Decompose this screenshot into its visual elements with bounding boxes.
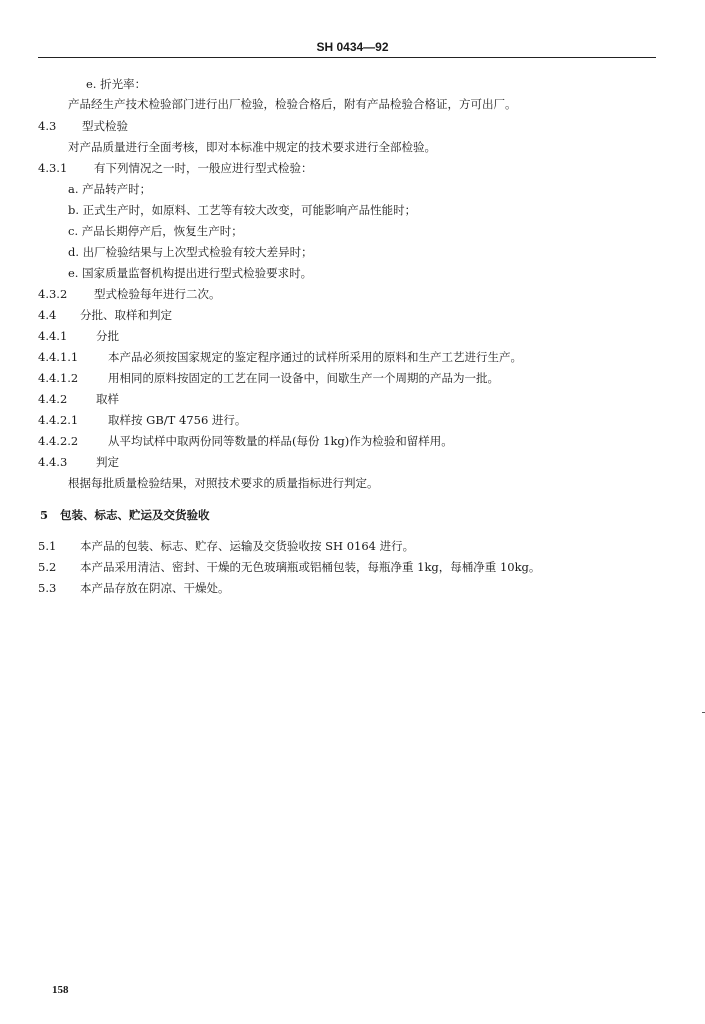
section-4-4-1-text: 分批	[96, 329, 119, 343]
list-item-c: c. 产品长期停产后，恢复生产时；	[68, 224, 243, 238]
line-factory-inspection: 产品经生产技术检验部门进行出厂检验，检验合格后，附有产品检验合格证，方可出厂。	[68, 97, 517, 111]
list-item-b: b. 正式生产时，如原料、工艺等有较大改变，可能影响产品性能时；	[68, 203, 417, 217]
section-4-4-3-text: 判定	[96, 455, 119, 469]
section-4-4-1-2-text: 用相同的原料按固定的工艺在同一设备中，间歇生产一个周期的产品为一批。	[108, 371, 499, 385]
section-4-3-1-text: 有下列情况之一时，一般应进行型式检验：	[94, 161, 313, 175]
section-4-4-2-2-number: 4.4.2.2	[38, 434, 79, 448]
section-5-3-number: 5.3	[38, 581, 57, 595]
section-4-4-3-body: 根据每批质量检验结果，对照技术要求的质量指标进行判定。	[68, 476, 379, 490]
document-code-header: SH 0434—92	[316, 40, 389, 54]
section-5-number: 5	[40, 508, 49, 522]
section-4-4-3-number: 4.4.3	[38, 455, 68, 469]
section-5-1-number: 5.1	[38, 539, 57, 553]
section-4-4-2-number: 4.4.2	[38, 392, 68, 406]
section-4-3-body: 对产品质量进行全面考核，即对本标准中规定的技术要求进行全部检验。	[68, 140, 436, 154]
section-4-4-2-text: 取样	[96, 392, 119, 406]
section-4-4-1-2-number: 4.4.1.2	[38, 371, 79, 385]
section-4-4-number: 4.4	[38, 308, 57, 322]
page-number: 158	[52, 984, 69, 996]
list-item-e: e. 国家质量监督机构提出进行型式检验要求时。	[68, 266, 313, 280]
section-4-3-number: 4.3	[38, 119, 57, 133]
section-4-3-2-number: 4.3.2	[38, 287, 68, 301]
section-4-3-title: 型式检验	[82, 119, 128, 133]
section-4-3-1-number: 4.3.1	[38, 161, 68, 175]
section-4-4-2-1-text: 取样按 GB/T 4756 进行。	[108, 413, 247, 427]
line-e-refractive: e. 折光率：	[86, 77, 147, 91]
section-4-4-2-1-number: 4.4.2.1	[38, 413, 79, 427]
section-5-1-text: 本产品的包装、标志、贮存、运输及交货验收按 SH 0164 进行。	[80, 539, 415, 553]
section-5-2-text: 本产品采用清洁、密封、干燥的无色玻璃瓶或铝桶包装，每瓶净重 1kg，每桶净重 10kg。	[80, 560, 541, 574]
section-4-4-1-1-text: 本产品必须按国家规定的鉴定程序通过的试样所采用的原料和生产工艺进行生产。	[108, 350, 522, 364]
header-divider	[38, 57, 656, 58]
section-4-4-1-1-number: 4.4.1.1	[38, 350, 79, 364]
list-item-d: d. 出厂检验结果与上次型式检验有较大差异时；	[68, 245, 313, 259]
section-4-3-2-text: 型式检验每年进行二次。	[94, 287, 221, 301]
list-item-a: a. 产品转产时；	[68, 182, 152, 196]
section-4-4-text: 分批、取样和判定	[80, 308, 172, 322]
section-5-title: 包装、标志、贮运及交货验收	[60, 508, 210, 522]
section-5-3-text: 本产品存放在阴凉、干燥处。	[80, 581, 230, 595]
section-5-2-number: 5.2	[38, 560, 57, 574]
section-4-4-2-2-text: 从平均试样中取两份同等数量的样品(每份 1kg)作为检验和留样用。	[108, 434, 453, 448]
section-4-4-1-number: 4.4.1	[38, 329, 68, 343]
